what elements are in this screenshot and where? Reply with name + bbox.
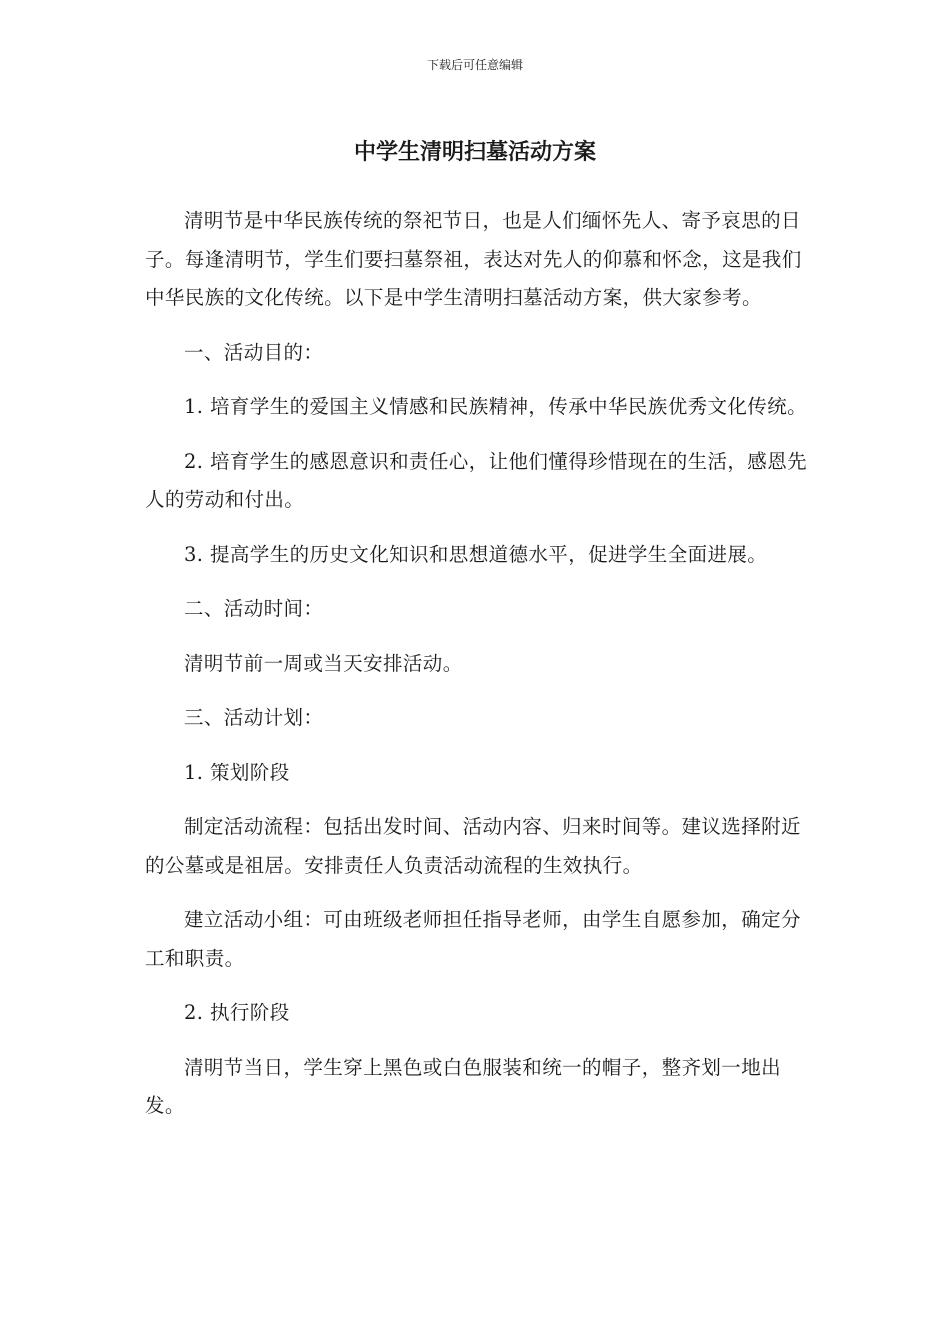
plan-stage-2-paragraph-1: 清明节当日，学生穿上黑色或白色服装和统一的帽子，整齐划一地出发。 [145,1055,782,1117]
plan-stage-1-paragraph-2: 建立活动小组：可由班级老师担任指导老师，由学生自愿参加，确定分工和职责。 [145,908,801,970]
purpose-item-1: 1. 培育学生的爱国主义情感和民族精神，传承中华民族优秀文化传统。 [184,395,808,418]
header-note: 下载后可任意编辑 [426,58,523,72]
section-heading-purpose: 一、活动目的： [184,340,324,364]
document-title: 中学生清明扫墓活动方案 [353,140,596,165]
purpose-item-3: 3. 提高学生的历史文化知识和思想道德水平，促进学生全面进展。 [184,542,768,566]
section-heading-time: 二、活动时间： [184,597,324,620]
intro-paragraph: 清明节是中华民族传统的祭祀节日，也是人们缅怀先人、寄予哀思的日子。每逢清明节，学生们要扫墓祭祖，表达对先人的仰慕和怀念，这是我们中华民族的文化传统。以下是中学生清明扫墓活动方案，供大家参考。 [145,209,802,309]
document-body [145,202,813,1142]
plan-stage-2-heading: 2. 执行阶段 [184,1001,290,1024]
plan-stage-1-paragraph-1: 制定活动流程：包括出发时间、活动内容、归来时间等。建议选择附近的公墓或是祖居。安排责任人负责活动流程的生效执行。 [145,815,801,877]
purpose-item-2: 2. 培育学生的感恩意识和责任心，让他们懂得珍惜现在的生活，感恩先人的劳动和付出。 [145,449,808,511]
plan-stage-1-heading: 1. 策划阶段 [184,760,290,784]
section-heading-plan: 三、活动计划： [184,706,324,729]
time-paragraph: 清明节前一周或当天安排活动。 [184,651,463,675]
